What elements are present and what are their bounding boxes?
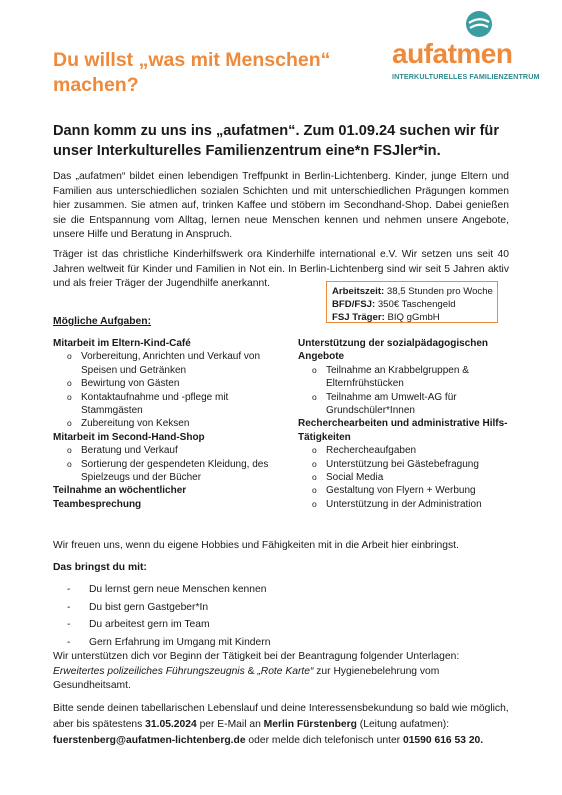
tasks-right-column — [298, 337, 513, 511]
list-item: o Sortierung der gespendeten Kleidung, des Spielzeugs und der Bücher — [53, 458, 283, 485]
traeger-paragraph: Träger ist das christliche Kinderhilfswerk ora Kinderhilfe international e.V. Wir setzen uns seit 40 Jahren weltweit für Kinder und Familien in Not ein. In Berlin-Lichtenberg sind wir seit 5 Jahren aktiv und als freier Träger der Jugendhilfe anerkannt. — [53, 249, 509, 290]
list-item: o Unterstützung in der Administration — [298, 498, 513, 511]
apply-paragraph — [53, 701, 523, 750]
list-item: o Gestaltung von Flyern + Werbung — [298, 484, 513, 497]
document-name: „Rote Karte“ — [257, 665, 314, 677]
worktime-value: 38,5 Stunden pro Woche — [384, 286, 493, 297]
document-name: Erweitertes polizeiliches Führungszeugnis — [53, 665, 245, 677]
list-item: - Du arbeitest gern im Team — [53, 616, 270, 634]
info-box — [326, 281, 498, 323]
subheadline: Dann komm zu uns ins „aufatmen“. Zum 01.09.24 suchen wir für unser Interkulturelles Familienzentrum eine*n FSJler*in. — [53, 123, 500, 159]
stipend-label: BFD/FSJ: — [332, 299, 376, 310]
task-group-heading: Recherchearbeiten und administrative Hilfs-Tätigkeiten — [298, 418, 508, 443]
text: per E-Mail an — [196, 719, 264, 731]
phone-number[interactable]: 01590 616 53 20. — [402, 735, 484, 747]
text: oder melde dich telefonisch unter — [245, 735, 403, 747]
sponsor-label: FSJ Träger: — [332, 312, 385, 323]
tasks-heading: Mögliche Aufgaben: — [53, 316, 152, 327]
task-group-heading: Unterstützung der sozialpädagogischen Angebote — [298, 338, 489, 363]
deadline: 31.05.2024 — [145, 719, 197, 731]
text: Bitte sende deinen tabellarischen Lebenslauf und deine Interessensbekundung so bald wie möglich, aber bis spätestens — [53, 703, 509, 731]
stipend-value: 350€ Taschengeld — [375, 299, 456, 310]
worktime-label: Arbeitszeit: — [332, 286, 385, 297]
text: Wir unterstützen dich vor Beginn der Tätigkeit bei der Beantragung folgender Unterlagen: — [53, 651, 460, 662]
text: (Leitung aufatmen): — [356, 719, 450, 731]
bring-list — [53, 581, 270, 651]
task-group-heading: Mitarbeit im Eltern-Kind-Café — [53, 338, 191, 349]
logo-subtitle: INTERKULTURELLES FAMILIENZENTRUM — [392, 72, 540, 81]
list-item: o Teilnahme an Krabbelgruppen & Elternfrühstücken — [298, 364, 513, 391]
text: zur Hygienebelehrung vom Gesundheitsamt. — [53, 665, 440, 692]
list-item: o Vorbereitung, Anrichten und Verkauf von Speisen und Getränken — [53, 350, 283, 377]
task-group-heading: Mitarbeit im Second-Hand-Shop — [53, 431, 205, 443]
list-item: o Beratung und Verkauf — [53, 444, 283, 457]
tasks-left-column — [53, 337, 283, 511]
logo — [388, 10, 538, 80]
logo-word: aufatmen — [392, 38, 513, 69]
list-item: - Du lernst gern neue Menschen kennen — [53, 581, 270, 599]
headline: Du willst „was mit Menschen“ machen? — [53, 49, 331, 96]
hobbies-paragraph: Wir freuen uns, wenn du eigene Hobbies und Fähigkeiten mit in die Arbeit hier einbringst. — [53, 540, 459, 551]
list-item: o Teilnahme am Umwelt-AG für Grundschüler*Innen — [298, 391, 513, 418]
support-paragraph — [53, 650, 509, 694]
list-item: o Social Media — [298, 471, 513, 484]
list-item: - Du bist gern Gastgeber*In — [53, 599, 270, 617]
list-item: - Gern Erfahrung im Umgang mit Kindern — [53, 634, 270, 652]
contact-name: Merlin Fürstenberg — [263, 719, 357, 731]
intro-paragraph: Das „aufatmen“ bildet einen lebendigen Treffpunkt in Berlin-Lichtenberg. Kinder, junge Eltern und Familien aus unterschiedlichen sozialen Schichten und mit unterschiedlichen Prägungen kommen hier zusammen. Sie atmen auf, trinken Kaffee und stöbern im Secondhand-Shop. Dabei genießen sie die Entspannung vom Alltag, lernen neue Menschen kennen und nehmen unsere Angebote, unsere Hilfe und Beratung in Anspruch. — [53, 171, 509, 241]
logo-mark-icon — [465, 10, 493, 38]
bring-heading: Das bringst du mit: — [53, 562, 147, 573]
task-group-heading: Teilnahme an wöchentlicher Teambesprechung — [53, 485, 187, 510]
list-item: o Bewirtung von Gästen — [53, 377, 283, 390]
text: & — [244, 665, 258, 677]
list-item: o Zubereitung von Keksen — [53, 417, 283, 430]
email-link[interactable]: fuerstenberg@aufatmen-lichtenberg.de — [53, 735, 246, 747]
list-item: o Rechercheaufgaben — [298, 444, 513, 457]
sponsor-value: BIQ gGmbH — [384, 312, 440, 323]
list-item: o Kontaktaufnahme und -pflege mit Stammgästen — [53, 391, 283, 418]
list-item: o Unterstützung bei Gästebefragung — [298, 458, 513, 471]
